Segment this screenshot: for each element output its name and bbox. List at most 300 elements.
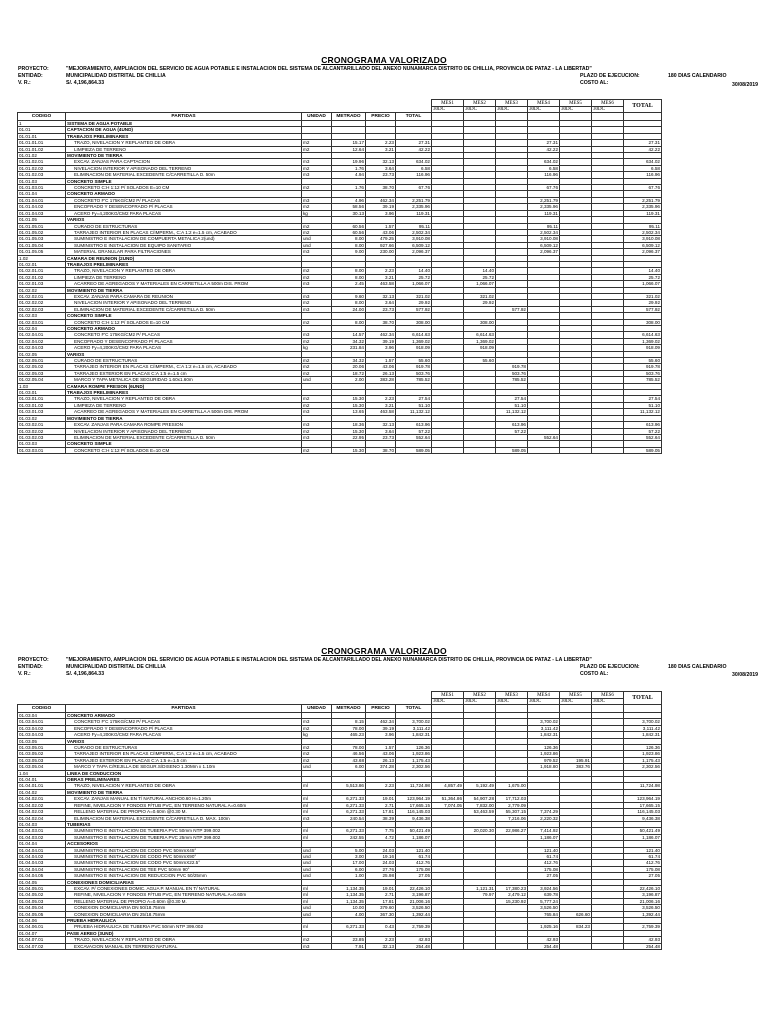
- cell-value: 17,665.15: [624, 802, 662, 808]
- cell-value: 175.08: [624, 866, 662, 872]
- month-days-header: 30DC: [560, 699, 592, 705]
- cell-codigo: 01.04.04.03: [18, 860, 66, 866]
- cell-unidad: m3: [302, 306, 332, 312]
- entidad-value: MUNICIPALIDAD DISTRITAL DE CHILLIA: [66, 73, 166, 79]
- cell-codigo: 01.04.04: [18, 841, 66, 847]
- cell-unidad: ml: [302, 924, 332, 930]
- cell-value: 6.58: [396, 165, 432, 171]
- cell-codigo: 01.04.04.01: [18, 847, 66, 853]
- cell-value: 95.11: [624, 223, 662, 229]
- cell-value: 32.13: [366, 943, 396, 949]
- cell-value: 2.71: [366, 892, 396, 898]
- cell-value: 7,414.92: [528, 828, 560, 834]
- cell-value: 11,724.98: [396, 783, 432, 789]
- month-header: MES1: [432, 100, 464, 107]
- cell-value: 379.60: [366, 905, 396, 911]
- month-days-header: 30DC: [592, 699, 624, 705]
- cell-value: 6,614.63: [396, 332, 432, 338]
- cell-value: 7,374.29: [528, 809, 560, 815]
- cell-partida: ACERO Fy=4,200KG/CM2 PARA PLACAS: [66, 345, 302, 351]
- cell-partida: LIMPIEZA DE TERRENO: [66, 402, 302, 408]
- cell-value: 17.81: [366, 809, 396, 815]
- cell-value: 32.13: [366, 422, 396, 428]
- cell-value: 3,910.08: [396, 236, 432, 242]
- cell-codigo: 01.03.04.01: [18, 719, 66, 725]
- cell-partida: TRAZO, NIVELACION Y REPLANTEO DE OBRA: [66, 140, 302, 146]
- cell-unidad: m2: [302, 165, 332, 171]
- cell-partida: CONEXIONES DOMICILIARIAS: [66, 879, 302, 885]
- cell-unidad: m3: [302, 422, 332, 428]
- cell-value: 1,134.35: [332, 898, 366, 904]
- cell-value: 38.70: [366, 185, 396, 191]
- cell-value: [496, 943, 528, 949]
- cell-value: 230.00: [366, 249, 396, 255]
- cell-value: 29.92: [464, 300, 496, 306]
- cell-codigo: 01.02.01.01: [18, 268, 66, 274]
- column-header-precio: PRECIO: [366, 705, 396, 713]
- cell-value: 412.76: [396, 860, 432, 866]
- cell-value: [560, 943, 592, 949]
- cell-partida: EXCAV. ZANJAS PARA CAPTACION: [66, 159, 302, 165]
- cell-codigo: 01.04.04.04: [18, 866, 66, 872]
- cell-codigo: 01.04.04.02: [18, 853, 66, 859]
- cell-codigo: 01.01.05.03: [18, 236, 66, 242]
- cell-value: 254.48: [528, 943, 560, 949]
- cell-value: 27.31: [624, 140, 662, 146]
- cell-value: 6,271.33: [332, 828, 366, 834]
- cell-value: 21,006.16: [624, 898, 662, 904]
- cell-value: 1,186.07: [396, 834, 432, 840]
- cell-value: 321.02: [396, 293, 432, 299]
- cell-value: 634.02: [528, 159, 560, 165]
- cell-value: 30.13: [332, 210, 366, 216]
- cell-value: 24.03: [366, 847, 396, 853]
- cell-unidad: m3: [302, 332, 332, 338]
- cell-value: 26.13: [366, 370, 396, 376]
- month-days-header: 30DC: [464, 699, 496, 705]
- month-days-header: 30DC: [496, 699, 528, 705]
- cell-value: 11,132.12: [396, 409, 432, 415]
- cell-value: 6,271.33: [332, 809, 366, 815]
- cell-codigo: 01.04.05.01: [18, 885, 66, 891]
- cell-value: 2,335.96: [396, 204, 432, 210]
- cell-value: 785.52: [496, 377, 528, 383]
- cell-value: 240.54: [332, 815, 366, 821]
- cell-value: 6,271.33: [332, 802, 366, 808]
- cell-value: 1,186.07: [624, 834, 662, 840]
- cell-partida: CONCRETO ARMADO: [66, 713, 302, 719]
- cell-partida: ACERO Fy=4,200KG/CM2 PARA PLACAS: [66, 732, 302, 738]
- column-header-unidad: UNIDAD: [302, 113, 332, 121]
- cell-value: 15.30: [332, 402, 366, 408]
- cell-partida: MOVIMIENTO DE TIERRA: [66, 287, 302, 293]
- cell-partida: TARRAJEO INTERIOR EN PLACAS C/IMPERM., C:A 1:2 e=1.5 cm, ACABADO: [66, 751, 302, 757]
- cell-value: 38.70: [366, 319, 396, 325]
- cell-value: 175.08: [396, 866, 432, 872]
- cell-codigo: 01.02.03.01: [18, 319, 66, 325]
- plazo-value: 180 DIAS CALENDARIO: [668, 73, 727, 79]
- cell-codigo: 01.03.01.02: [18, 402, 66, 408]
- cell-codigo: 1.02: [18, 255, 66, 261]
- cell-value: 34.32: [332, 358, 366, 364]
- cell-codigo: 01.01.03.01: [18, 185, 66, 191]
- cell-partida: CONCRETO SIMPLE: [66, 178, 302, 184]
- cell-value: 24.03: [366, 860, 396, 866]
- cell-value: 2.23: [366, 396, 396, 402]
- cell-partida: ACARREO DE AGREGADOS Y MATERIALES EN CARRETILLA A 500m DIS. PROM: [66, 281, 302, 287]
- cell-value: 19.01: [366, 885, 396, 891]
- cell-codigo: 01.04.02.04: [18, 815, 66, 821]
- plazo-label: PLAZO DE EJECUCION:: [580, 664, 640, 670]
- cell-value: 1,134.35: [332, 885, 366, 891]
- cell-value: 50,421.49: [396, 828, 432, 834]
- cell-unidad: m2: [302, 338, 332, 344]
- cell-value: 503.76: [396, 370, 432, 376]
- cell-partida: SUMINISTRO E INSTALACION DE EQUIPO SANITARIO: [66, 242, 302, 248]
- cell-value: 918.09: [396, 345, 432, 351]
- cell-value: 23.73: [366, 434, 396, 440]
- cell-value: 116.96: [396, 172, 432, 178]
- cell-value: 67.76: [624, 185, 662, 191]
- cell-value: 23.73: [366, 306, 396, 312]
- cell-value: 116,145.03: [396, 809, 432, 815]
- cell-unidad: m2: [302, 402, 332, 408]
- proyecto-value: "MEJORAMIENTO, AMPLIACION DEL SERVICIO DE AGUA POTABLE E INSTALACION DEL SISTEMA DE ALCANTARILLADO DEL ANEXO NUNAMARCA DISTRITO DE CHILLIA, PROVINCIA DE PATAZ - LA LIBERTAD": [66, 657, 592, 663]
- cell-value: 17,712.03: [496, 796, 528, 802]
- cell-unidad: kg: [302, 732, 332, 738]
- cell-value: 6,271.33: [332, 796, 366, 802]
- column-header-codigo: CODIGO: [18, 113, 66, 121]
- cell-value: 1,369.02: [464, 338, 496, 344]
- column-header-unidad: UNIDAD: [302, 705, 332, 713]
- cell-value: [592, 943, 624, 949]
- cell-value: 50,421.49: [624, 828, 662, 834]
- cell-value: 32.13: [366, 159, 396, 165]
- cell-value: 57.22: [496, 428, 528, 434]
- cell-unidad: m2: [302, 428, 332, 434]
- cell-value: 3,111.42: [528, 725, 560, 731]
- cell-value: 6.58: [624, 165, 662, 171]
- column-header-metrado: METRADO: [332, 705, 366, 713]
- cell-value: 18.36: [332, 422, 366, 428]
- cell-partida: CONEXION DOMICILIARIA DN 25/18.75mm: [66, 911, 302, 917]
- cell-value: 51.10: [624, 402, 662, 408]
- cell-value: 42.93: [528, 937, 560, 943]
- cell-codigo: 01.01.04.02: [18, 204, 66, 210]
- cell-value: 29.92: [396, 300, 432, 306]
- cell-value: 4,857.49: [432, 783, 464, 789]
- cell-unidad: m2: [302, 447, 332, 453]
- cell-value: 5,192.49: [464, 783, 496, 789]
- cell-codigo: 01.03.05.03: [18, 757, 66, 763]
- cell-codigo: 01.03.02.01: [18, 422, 66, 428]
- cell-value: 2,502.34: [624, 229, 662, 235]
- cell-value: 626.60: [560, 911, 592, 917]
- cell-value: 126.36: [624, 745, 662, 751]
- cell-value: 834.23: [560, 924, 592, 930]
- cell-value: 13.65: [332, 409, 366, 415]
- cell-value: 3,700.02: [396, 719, 432, 725]
- cell-value: 1,175.43: [396, 757, 432, 763]
- cell-value: 1,121.31: [464, 885, 496, 891]
- cell-codigo: 01.01.04.01: [18, 197, 66, 203]
- cell-value: 4.94: [332, 172, 366, 178]
- cell-partida: TARRAJEO INTERIOR EN PLACAS C/IMPERM., C:A 1:2 e=1.5 cm, ACABADO: [66, 229, 302, 235]
- cell-value: 42.22: [396, 146, 432, 152]
- cell-value: 2,302.56: [396, 764, 432, 770]
- cell-partida: TARRAJEO INTERIOR EN PLACAS C/IMPERM., C:A 1:2 e=1.5 cm, ACABADO: [66, 364, 302, 370]
- cell-value: 2.23: [366, 783, 396, 789]
- cell-value: 42.93: [624, 937, 662, 943]
- cell-partida: SUMINISTRO E INSTALACION DE TUBERIA PVC 50mm NTP 399.002: [66, 828, 302, 834]
- column-header-total: TOTAL: [396, 705, 432, 713]
- plazo-label: PLAZO DE EJECUCION:: [580, 73, 640, 79]
- cell-value: 3,700.02: [528, 719, 560, 725]
- cell-codigo: 01.01.05.05: [18, 249, 66, 255]
- month-header: MES2: [464, 692, 496, 699]
- cell-codigo: 01.02.02.01: [18, 293, 66, 299]
- cell-value: 552.64: [624, 434, 662, 440]
- cell-value: 1.57: [366, 358, 396, 364]
- cell-value: 8.00: [332, 319, 366, 325]
- cell-codigo: 01.02.05.03: [18, 370, 66, 376]
- cell-value: 2,096.37: [396, 249, 432, 255]
- cell-value: 613.96: [496, 422, 528, 428]
- cell-value: 4.96: [332, 197, 366, 203]
- cell-partida: SUMINISTRO E INSTALACION DE CODO PVC 50mmX90°: [66, 853, 302, 859]
- cell-value: 8.00: [332, 242, 366, 248]
- cell-codigo: 01.04.02: [18, 789, 66, 795]
- cell-value: 8.15: [332, 719, 366, 725]
- cell-value: 126.36: [396, 745, 432, 751]
- costo-label: COSTO AL:: [580, 671, 609, 677]
- cell-codigo: 01.04.07.02: [18, 943, 66, 949]
- month-days-header: 30DC: [432, 699, 464, 705]
- cell-partida: TRAZO, NIVELACION Y REPLANTEO DE OBRA: [66, 268, 302, 274]
- cell-unidad: ml: [302, 834, 332, 840]
- month-days-header: 30DC: [528, 107, 560, 113]
- cell-partida: NIVELACION INTERIOR Y APISONADO DEL TERRENO: [66, 428, 302, 434]
- cell-partida: CONCRETO F'C 175KG/CM2 P/ PLACAS: [66, 332, 302, 338]
- cell-value: 54,907.28: [464, 796, 496, 802]
- cell-value: 78.00: [332, 725, 366, 731]
- cell-value: 123,964.19: [396, 796, 432, 802]
- cell-codigo: 01.04.05.04: [18, 905, 66, 911]
- cell-value: 0.43: [366, 924, 396, 930]
- cell-value: 42.22: [624, 146, 662, 152]
- cell-unidad: und: [302, 764, 332, 770]
- cell-value: 20,020.30: [464, 828, 496, 834]
- cell-value: 6,271.33: [332, 924, 366, 930]
- cell-value: 242.55: [332, 834, 366, 840]
- cell-unidad: m2: [302, 358, 332, 364]
- cell-value: 3,700.02: [624, 719, 662, 725]
- cell-unidad: m3: [302, 249, 332, 255]
- cell-value: 43.06: [366, 751, 396, 757]
- vr-label: V. R.:: [18, 80, 31, 86]
- cell-value: 2.23: [366, 140, 396, 146]
- cell-partida: TRAZO, NIVELACION Y REPLANTEO DE OBRA: [66, 783, 302, 789]
- cell-value: 23.85: [332, 937, 366, 943]
- cell-value: 1,923.86: [396, 751, 432, 757]
- cell-codigo: 01.01.04: [18, 191, 66, 197]
- month-header: MES4: [528, 100, 560, 107]
- cell-value: 46.56: [332, 751, 366, 757]
- cell-partida: CONCRETO C:H 1:12 P/ SOLADOS E=10 CM: [66, 319, 302, 325]
- cell-value: 3,526.50: [396, 905, 432, 911]
- cell-value: 42.93: [396, 937, 432, 943]
- cell-value: 1,369.02: [396, 338, 432, 344]
- cell-partida: SUMINISTRO E INSTALACION DE COMPUERTA METALICA 2(und): [66, 236, 302, 242]
- cell-value: 22.95: [332, 434, 366, 440]
- cell-value: 577.92: [496, 306, 528, 312]
- month-header: MES2: [464, 100, 496, 107]
- cell-value: 15.30: [332, 447, 366, 453]
- cell-value: 4.72: [366, 834, 396, 840]
- cell-value: 61.74: [528, 853, 560, 859]
- cell-unidad: m2: [302, 751, 332, 757]
- cell-partida: ELIMINACION DE MATERIAL EXCEDENTE C/CARRETILLA D. 50m: [66, 306, 302, 312]
- cell-value: 3,526.50: [624, 905, 662, 911]
- schedule-table: [17, 99, 662, 454]
- cell-codigo: 01.04.07.01: [18, 937, 66, 943]
- cell-value: 15.30: [332, 396, 366, 402]
- cell-value: 2,335.96: [624, 204, 662, 210]
- cell-value: 51,364.86: [432, 796, 464, 802]
- cell-unidad: und: [302, 236, 332, 242]
- cell-value: 1,675.00: [496, 783, 528, 789]
- cell-partida: ACARREO DE AGREGADOS Y MATERIALES EN CARRETILLA A 500m DIS. PROM: [66, 409, 302, 415]
- cell-value: 95.11: [528, 223, 560, 229]
- cell-value: 38.39: [366, 815, 396, 821]
- cell-value: 231.84: [332, 345, 366, 351]
- cell-partida: MATERIAL GRANULAR PARA FILTRACIONES: [66, 249, 302, 255]
- month-days-header: 30DC: [432, 107, 464, 113]
- cell-value: 55.60: [464, 358, 496, 364]
- cell-codigo: 01.02.04.03: [18, 345, 66, 351]
- cell-value: 15,230.92: [496, 898, 528, 904]
- cell-partida: CURADO DE ESTRUCTURAS: [66, 358, 302, 364]
- cell-value: 2,096.37: [528, 249, 560, 255]
- cell-codigo: 01.03.03.01: [18, 447, 66, 453]
- cell-partida: SUMINISTRO E INSTALACION DE CODO PVC 50mmX22.5°: [66, 860, 302, 866]
- cell-codigo: 01.04.03.01: [18, 828, 66, 834]
- cell-value: 3.64: [366, 165, 396, 171]
- cell-value: 25.98: [366, 873, 396, 879]
- month-days-header: 30DC: [464, 107, 496, 113]
- column-header-codigo: CODIGO: [18, 705, 66, 713]
- cell-value: 3.21: [366, 146, 396, 152]
- header-row-months: [18, 692, 662, 699]
- cell-unidad: ml: [302, 828, 332, 834]
- cell-value: 5,513.86: [332, 783, 366, 789]
- cell-value: 21,006.16: [396, 898, 432, 904]
- cell-codigo: 01.01.04.03: [18, 210, 66, 216]
- cell-value: 2.71: [366, 802, 396, 808]
- cell-value: [592, 447, 624, 453]
- cell-partida: TARRAJEO EXTERIOR EN PLACAS C:A 1:5 e=1.5 cm: [66, 757, 302, 763]
- cell-value: 27.05: [396, 873, 432, 879]
- cell-value: 383.76: [560, 764, 592, 770]
- cell-value: 412.76: [528, 860, 560, 866]
- cell-value: 26.13: [366, 757, 396, 763]
- cell-partida: CONCRETO ARMADO: [66, 326, 302, 332]
- cell-value: 8.00: [332, 268, 366, 274]
- cell-value: 25.72: [396, 274, 432, 280]
- cell-value: 1,842.31: [396, 732, 432, 738]
- cell-codigo: 01.03.01.03: [18, 409, 66, 415]
- cell-value: 1.00: [332, 873, 366, 879]
- month-header: MES5: [560, 692, 592, 699]
- cell-codigo: 01.02.04.01: [18, 332, 66, 338]
- cell-codigo: 01.01.05.01: [18, 223, 66, 229]
- cell-value: 1,842.31: [624, 732, 662, 738]
- cell-partida: NIVELACION INTERIOR Y APISONADO DEL TERRENO: [66, 300, 302, 306]
- cell-value: 8.00: [332, 236, 366, 242]
- cell-value: 1.57: [366, 223, 396, 229]
- cell-codigo: 01.03.04.03: [18, 732, 66, 738]
- cell-partida: MOVIMIENTO DE TIERRA: [66, 153, 302, 159]
- cell-value: 503.76: [496, 370, 528, 376]
- cell-partida: PRUEBA HIDRAULICA: [66, 918, 302, 924]
- cell-codigo: 01.03.04: [18, 713, 66, 719]
- cell-partida: MARCO Y TAPA C/REJILLA DE SEGUR.S/DISENO 1.30Mm x 1.10m: [66, 764, 302, 770]
- cell-partida: MOVIMIENTO DE TIERRA: [66, 789, 302, 795]
- cell-value: 1,842.31: [528, 732, 560, 738]
- cell-partida: MARCO Y TAPA METALICA DE SEGURIDAD 1.60x1.60m: [66, 377, 302, 383]
- cell-unidad: m2: [302, 223, 332, 229]
- cell-unidad: und: [302, 847, 332, 853]
- cell-codigo: 01.01.05.02: [18, 229, 66, 235]
- cell-value: 17.81: [366, 898, 396, 904]
- cell-value: 589.05: [624, 447, 662, 453]
- cell-partida: LIMPIEZA DE TERRENO: [66, 146, 302, 152]
- cell-codigo: 01.04.04.05: [18, 873, 66, 879]
- cell-value: 785.52: [396, 377, 432, 383]
- cell-codigo: 01.04.05: [18, 879, 66, 885]
- cell-partida: EXCAV. ZANJAS PARA CAMARA ROMPE PRESION: [66, 422, 302, 428]
- cell-value: 3.96: [366, 732, 396, 738]
- month-days-header: 30DC: [560, 107, 592, 113]
- cell-unidad: m3: [302, 943, 332, 949]
- cell-value: 552.64: [396, 434, 432, 440]
- cell-unidad: und: [302, 853, 332, 859]
- cell-value: 7,074.05: [432, 802, 464, 808]
- cell-value: 3,196.87: [624, 892, 662, 898]
- cell-unidad: ml: [302, 885, 332, 891]
- cell-value: 2.45: [332, 281, 366, 287]
- cell-value: 2,502.34: [396, 229, 432, 235]
- cell-value: 19.01: [366, 796, 396, 802]
- cell-value: 175.08: [528, 866, 560, 872]
- month-header: MES1: [432, 692, 464, 699]
- cell-value: 7.91: [332, 943, 366, 949]
- cell-value: 10.00: [332, 905, 366, 911]
- cell-partida: RELLENO MATERIAL DE PROPIO A=0.60m @0.30 M.: [66, 809, 302, 815]
- cell-partida: TUBERIAS: [66, 821, 302, 827]
- cell-value: 121.40: [624, 847, 662, 853]
- cell-unidad: m3: [302, 719, 332, 725]
- cell-partida: ACERO Fy=4,200KG/CM2 PARA PLACAS: [66, 210, 302, 216]
- cell-value: 55.60: [396, 358, 432, 364]
- cell-unidad: ml: [302, 802, 332, 808]
- cell-value: 7,832.00: [464, 802, 496, 808]
- cell-unidad: m2: [302, 396, 332, 402]
- cell-unidad: m2: [302, 274, 332, 280]
- cell-unidad: m2: [302, 745, 332, 751]
- cell-value: 22,426.10: [624, 885, 662, 891]
- cell-unidad: m2: [302, 757, 332, 763]
